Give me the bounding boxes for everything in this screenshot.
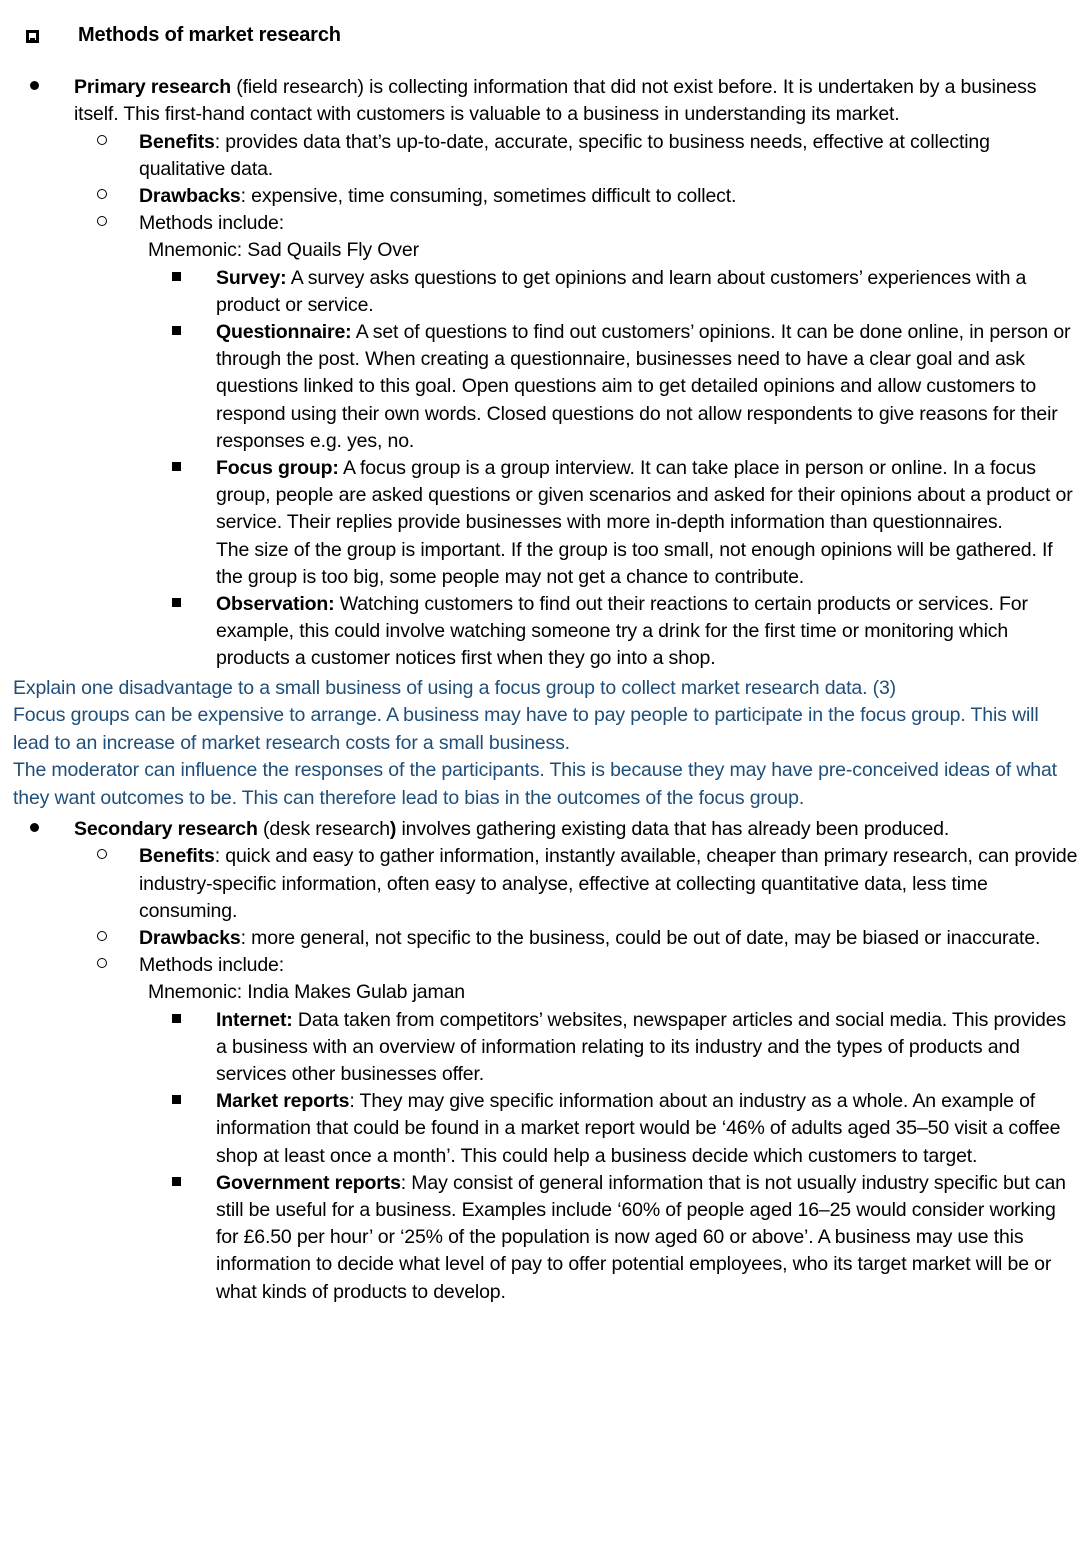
primary-method-questionnaire-row — [172, 319, 1080, 455]
secondary-research-row — [30, 816, 1080, 843]
circle-outline-bullet-icon — [97, 925, 139, 952]
secondary-benefits-body: : quick and easy to gather information, instantly available, cheaper than primary research, can provide industry-specific information, often easy to analyse, effective at collecting quantitative data, less time consuming. — [139, 845, 1078, 922]
secondary-research-mid: (desk research — [257, 818, 390, 841]
primary-method-focus-group-row — [172, 455, 1080, 591]
secondary-research-term-close: ) — [389, 818, 397, 841]
primary-drawbacks-row — [97, 183, 1080, 210]
secondary-method-government-reports-body: : May consist of general information that is not usually industry specific but can still be useful for a business. Examples include ‘60% of people aged 16–25 would consider working for £6.50 per hour’ or ‘25% of the population is now aged 60 or above’. A business may use this information to decide what level of pay to offer potential employees, who its target market will be or what kinds of products to develop. — [216, 1171, 1066, 1303]
primary-research-body: (field research) is collecting information that did not exist before. It is undertaken by a business itself. This first-hand contact with customers is valuable to a business in understanding its market. — [74, 76, 1037, 126]
secondary-method-internet-body: Data taken from competitors’ websites, newspaper articles and social media. This provides a business with an overview of information relating to its industry and the types of products and services other businesses offer. — [216, 1008, 1067, 1085]
primary-drawbacks-term: Drawbacks — [139, 185, 241, 208]
primary-method-survey-text — [216, 265, 1080, 319]
primary-method-observation-term: Observation: — [216, 593, 335, 616]
primary-benefits-body: : provides data that’s up-to-date, accurate, specific to business needs, effective at collecting qualitative data. — [139, 130, 990, 180]
document-page — [0, 22, 1080, 1548]
primary-method-observation-row — [172, 591, 1080, 673]
square-filled-bullet-icon — [172, 1170, 216, 1197]
secondary-method-market-reports-body: : They may give specific information about an industry as a whole. An example of information that could be found in a market report would be ‘46% of adults aged 35–50 visit a coffee shop at least once a month’. This could help a business decide which customers to target. — [216, 1090, 1061, 1167]
disc-bullet-icon — [30, 816, 74, 843]
secondary-mnemonic: Mnemonic: India Makes Gulab jaman — [148, 981, 465, 1004]
primary-research-row — [30, 74, 1080, 128]
square-filled-bullet-icon — [172, 1007, 216, 1034]
square-filled-bullet-icon — [172, 319, 216, 346]
secondary-methods-row — [97, 952, 1080, 979]
circle-outline-bullet-icon — [97, 183, 139, 210]
secondary-benefits-row — [97, 843, 1080, 925]
secondary-method-internet-term: Internet: — [216, 1008, 293, 1031]
secondary-method-internet-text — [216, 1007, 1080, 1089]
circle-outline-bullet-icon — [97, 952, 139, 979]
disc-bullet-icon — [30, 74, 74, 101]
primary-method-focus-group-body: A focus group is a group interview. It can take place in person or online. In a focus group, people are asked questions or given scenarios and asked for their opinions about a product or service. Their replies provide businesses with more in-depth information than questionnaires. — [216, 457, 1073, 534]
square-filled-bullet-icon — [172, 1088, 216, 1115]
circle-outline-bullet-icon — [97, 129, 139, 156]
primary-method-questionnaire-body: A set of questions to find out customers’ opinions. It can be done online, in person or through the post. When creating a questionnaire, businesses need to have a clear goal and ask questions linked to this goal. Open questions aim to get detailed opinions and allow customers to respond using their own words. Closed questions do not allow respondents to give reasons for their responses e.g. yes, no. — [216, 321, 1071, 452]
secondary-method-market-reports-term: Market reports — [216, 1090, 350, 1113]
primary-method-survey-body: A survey asks questions to get opinions and learn about customers’ experiences with a product or service. — [216, 266, 1027, 316]
circle-outline-bullet-icon — [97, 843, 139, 870]
primary-drawbacks-text — [139, 183, 1080, 210]
secondary-method-internet-row — [172, 1007, 1080, 1089]
secondary-drawbacks-term: Drawbacks — [139, 926, 241, 949]
primary-methods-label: Methods include: — [139, 212, 285, 235]
secondary-method-market-reports-text — [216, 1088, 1080, 1170]
primary-research-term: Primary research — [74, 76, 231, 99]
exam-answer-1: Focus groups can be expensive to arrange. A business may have to pay people to participate in the focus group. This will lead to an increase of market research costs for a small business. — [13, 704, 1039, 754]
primary-method-observation-body: Watching customers to find out their reactions to certain products or services. For example, this could involve watching someone try a drink for the first time or monitoring which products a customer notices first when they go into a shop. — [216, 593, 1028, 670]
primary-method-survey-row — [172, 265, 1080, 319]
primary-methods-row — [97, 210, 1080, 237]
exam-annotation-block — [13, 675, 1080, 813]
secondary-research-term: Secondary research — [74, 818, 258, 841]
secondary-drawbacks-body: : more general, not specific to the business, could be out of date, may be biased or inaccurate. — [240, 926, 1041, 949]
secondary-method-government-reports-term: Government reports — [216, 1171, 401, 1194]
primary-method-focus-group-term: Focus group: — [216, 457, 339, 480]
heading-row — [26, 22, 1080, 49]
secondary-benefits-text — [139, 843, 1080, 925]
exam-answer-2: The moderator can influence the responses of the participants. This is because they may have pre-conceived ideas of what they want outcomes to be. This can therefore lead to bias in the outcomes of the focus group. — [13, 759, 1057, 809]
secondary-methods-label: Methods include: — [139, 954, 285, 977]
secondary-method-market-reports-row — [172, 1088, 1080, 1170]
primary-method-questionnaire-text — [216, 319, 1080, 455]
primary-benefits-term: Benefits — [139, 130, 215, 153]
page-title: Methods of market research — [78, 24, 341, 46]
primary-mnemonic: Mnemonic: Sad Quails Fly Over — [148, 239, 419, 262]
primary-benefits-row — [97, 129, 1080, 183]
secondary-drawbacks-row — [97, 925, 1080, 952]
secondary-drawbacks-text — [139, 925, 1080, 952]
secondary-method-government-reports-text — [216, 1170, 1080, 1306]
secondary-benefits-term: Benefits — [139, 845, 215, 868]
primary-research-text — [74, 74, 1080, 128]
square-filled-bullet-icon — [172, 265, 216, 292]
primary-method-focus-group-text — [216, 455, 1080, 591]
square-filled-bullet-icon — [172, 455, 216, 482]
square-outline-icon — [26, 22, 78, 49]
circle-outline-bullet-icon — [97, 210, 139, 237]
primary-method-observation-text — [216, 591, 1080, 673]
primary-benefits-text — [139, 129, 1080, 183]
exam-question: Explain one disadvantage to a small business of using a focus group to collect market research data. (3) — [13, 676, 896, 699]
secondary-research-body: involves gathering existing data that has already been produced. — [396, 818, 950, 841]
primary-drawbacks-body: : expensive, time consuming, sometimes difficult to collect. — [240, 185, 737, 208]
secondary-research-text — [74, 816, 1080, 843]
square-filled-bullet-icon — [172, 591, 216, 618]
primary-method-focus-group-extra: The size of the group is important. If the group is too small, not enough opinions will be gathered. If the group is too big, some people may not get a chance to contribute. — [216, 538, 1053, 588]
primary-method-survey-term: Survey: — [216, 266, 287, 289]
primary-method-questionnaire-term: Questionnaire: — [216, 321, 352, 344]
secondary-method-government-reports-row — [172, 1170, 1080, 1306]
